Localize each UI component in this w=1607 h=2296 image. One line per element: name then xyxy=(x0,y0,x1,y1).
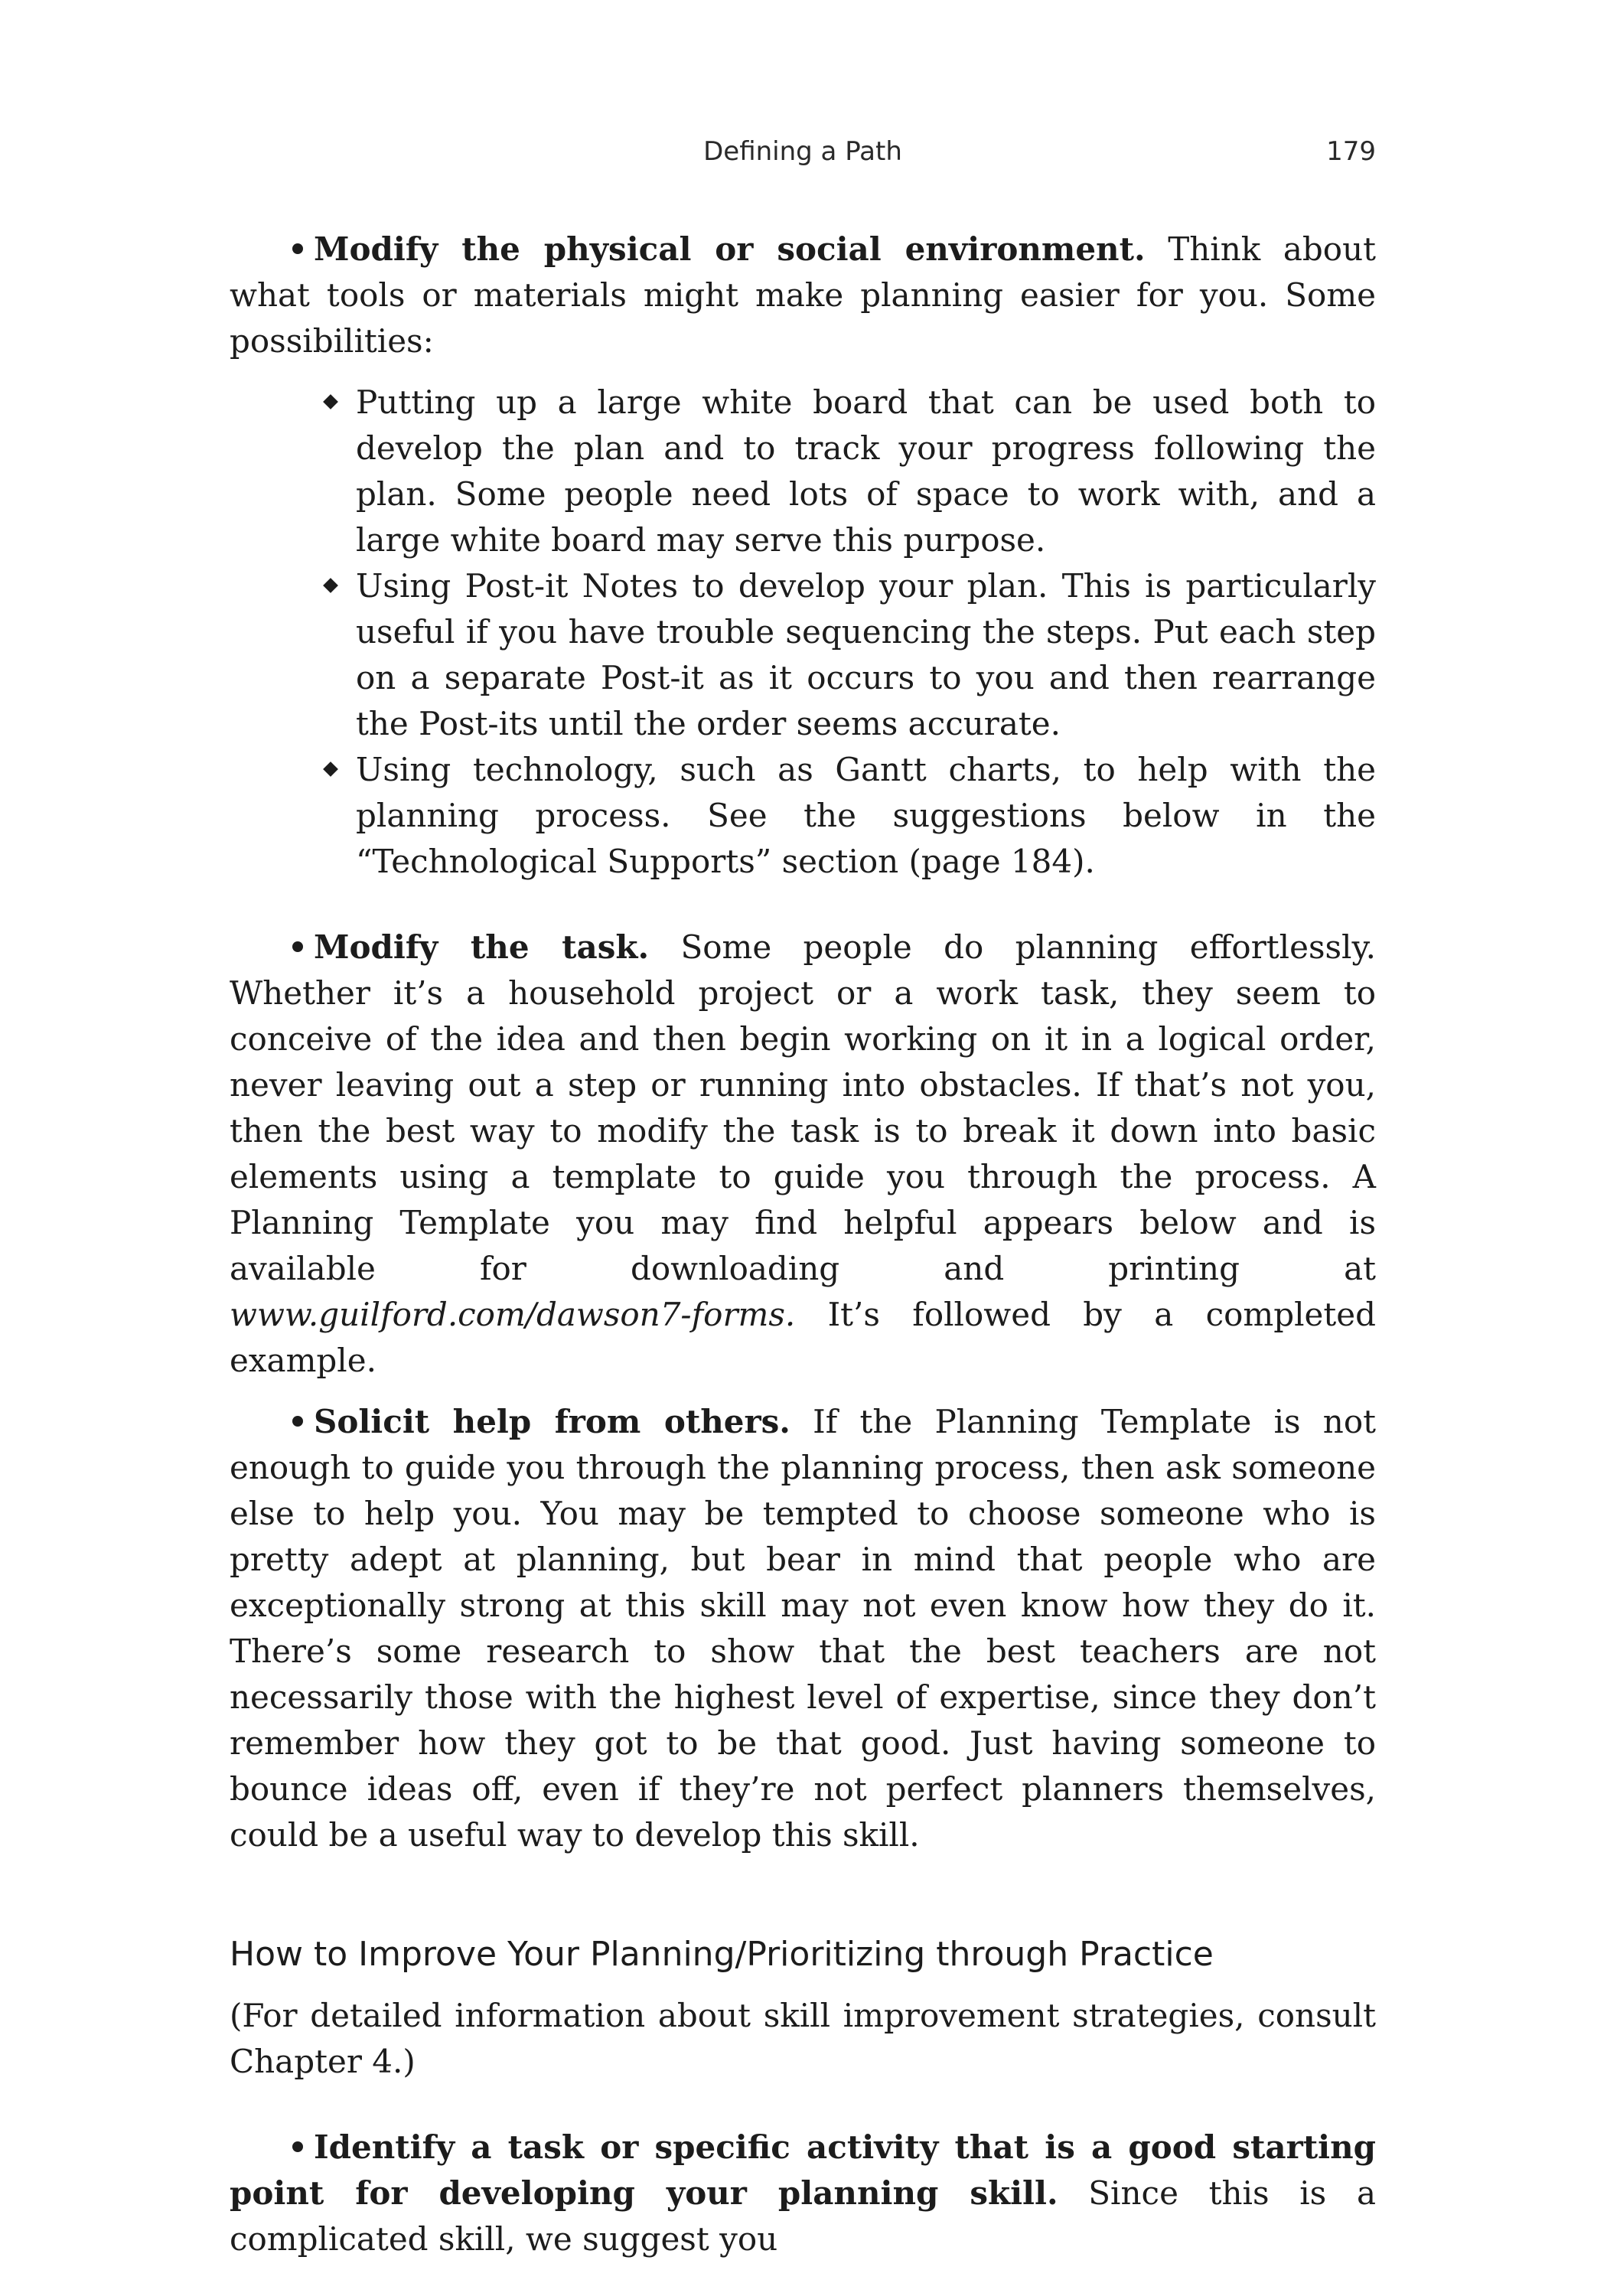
forms-url: www.guilford.com/dawson7-forms. xyxy=(230,1296,796,1333)
paragraph-text: Some people do planning effortlessly. Whether it’s a household project or a work task, they seem to conceive of the idea and then begin working on it in a logical order, never leaving out a step or running into obstacles. If that’s not you, then the best way to modify the task is to break it down into basic elements using a template to guide you through the process. A Planning Template you may find helpful appears below and is available for downloading and printing at xyxy=(230,928,1376,1287)
paragraph-lead: Identify a task or specific activity that is a good starting point for developing your planning skill. xyxy=(230,2128,1376,2212)
bullet-icon xyxy=(292,1416,303,1427)
diamond-bullet-icon xyxy=(323,578,338,593)
bullet-icon xyxy=(292,941,303,952)
page-number: 179 xyxy=(1326,136,1376,167)
body-text xyxy=(230,227,1376,2262)
paragraph-modify-environment xyxy=(230,227,1376,364)
paragraph-lead: Modify the task. xyxy=(314,928,650,966)
paragraph-text: Since this is a complicated skill, we suggest you xyxy=(230,2174,1376,2258)
list-item-text: Putting up a large white board that can be used both to develop the plan and to track your progress following the plan. Some people need lots of space to work with, and a large white board may serve this purpose. xyxy=(356,383,1376,559)
section-heading: How to Improve Your Planning/Prioritizing through Practice xyxy=(230,1935,1214,1974)
running-head xyxy=(230,136,1376,174)
list-item-text: Using Post-it Notes to develop your plan. This is particularly useful if you have trouble sequencing the steps. Put each step on a separate Post-it as it occurs to you and then rearrange the Post-its until the order seems accurate. xyxy=(356,567,1376,742)
section-note: (For detailed information about skill improvement strategies, consult Chapter 4.) xyxy=(230,1997,1376,2080)
bullet-icon xyxy=(292,243,303,254)
list-item xyxy=(356,563,1376,747)
paragraph-identify-task xyxy=(230,2125,1376,2262)
paragraph-text: Think about what tools or materials might make planning easier for you. Some possibilities: xyxy=(230,230,1376,360)
paragraph-lead: Modify the physical or social environment. xyxy=(314,230,1146,268)
list-item xyxy=(356,747,1376,885)
diamond-bullet-icon xyxy=(323,762,338,777)
paragraph-text: It’s followed by a completed example. xyxy=(230,1296,1376,1379)
running-title: Defining a Path xyxy=(703,136,902,167)
paragraph-solicit-help xyxy=(230,1399,1376,1858)
paragraph-lead: Solicit help from others. xyxy=(314,1403,790,1440)
diamond-bullet-icon xyxy=(323,394,338,409)
possibilities-list xyxy=(230,380,1376,885)
list-item-text: Using technology, such as Gantt charts, to help with the planning process. See the suggestions below in the “Technological Supports” section (page 184). xyxy=(356,751,1376,880)
list-item xyxy=(356,380,1376,563)
paragraph-modify-task xyxy=(230,925,1376,1384)
bullet-icon xyxy=(292,2141,303,2152)
paragraph-text: If the Planning Template is not enough to guide you through the planning process, then ask someone else to help you. You may be tempted to choose someone who is pretty adept at planning, but bear in mind that people who are exceptionally strong at this skill may not even know how they do it. There’s some research to show that the best teachers are not necessarily those with the highest level of expertise, since they don’t remember how they got to be that good. Just having someone to bounce ideas off, even if they’re not perfect planners themselves, could be a useful way to develop this skill. xyxy=(230,1403,1376,1854)
